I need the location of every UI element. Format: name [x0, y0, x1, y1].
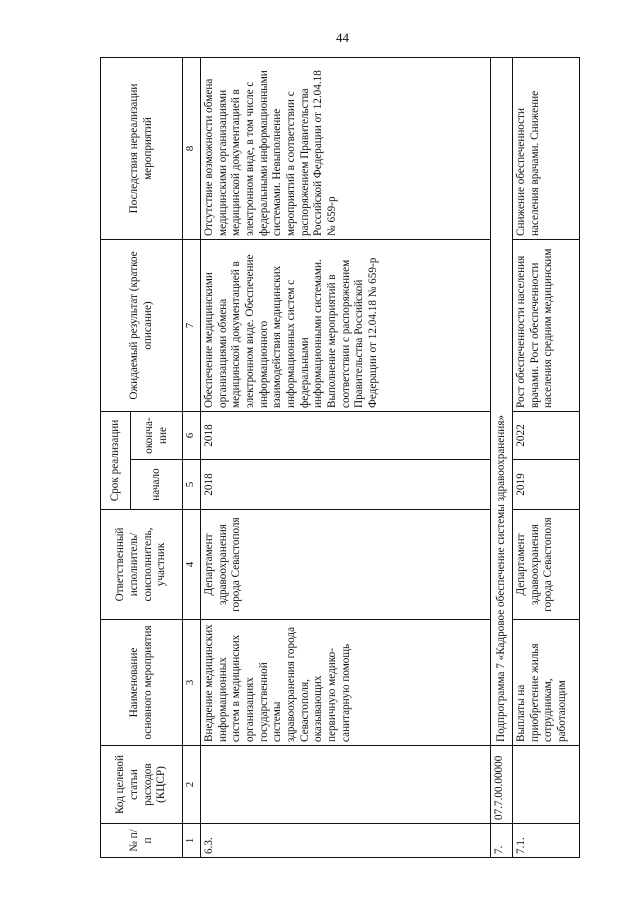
header-num: № п/п	[101, 824, 183, 858]
row-number: 7.1.	[513, 824, 580, 858]
column-number: 7	[183, 240, 201, 412]
row-code	[513, 746, 580, 824]
header-row	[101, 58, 131, 858]
column-number: 5	[183, 460, 201, 510]
column-number: 4	[183, 510, 201, 620]
rotated-table-wrapper	[100, 58, 580, 858]
column-number: 1	[183, 824, 201, 858]
row-start-year: 2018	[201, 460, 491, 510]
header-consequences: Последствия нереализации мероприятий	[101, 58, 183, 240]
measures-table	[100, 57, 580, 858]
header-end: оконча-ние	[131, 412, 183, 460]
row-consequences: Снижение обеспеченности населения врачами. Снижение	[513, 58, 580, 240]
row-responsible: Департамент здравоохранения города Севастополя	[201, 510, 491, 620]
header-result: Ожидаемый результат (краткое описание)	[101, 240, 183, 412]
row-expected-result: Обеспечение медицинскими организациями обмена медицинской документацией в электронном виде. Обеспечение информационного взаимодействия медицинских информационных систем с федеральными информационными системами. Выполнение мероприятий в соответствии с распоряжением Правительства Российской Федерации от 12.04.18 № 659-р	[201, 240, 491, 412]
table-row-6-3	[201, 58, 491, 858]
subprogram-title: Подпрограмма 7 «Кадровое обеспечение системы здравоохранения»	[491, 58, 513, 746]
table-row-7	[491, 58, 513, 858]
row-measure-name: Внедрение медицинских информационных систем в медицинских организациях государственной системы здравоохранения города Севастополя, оказывающих первичную медико-санитарную помощь	[201, 620, 491, 746]
column-number: 8	[183, 58, 201, 240]
page-number: 44	[336, 30, 349, 45]
row-start-year: 2019	[513, 460, 580, 510]
table-row-7-1	[513, 58, 580, 858]
header-name: Наименование основного мероприятия	[101, 620, 183, 746]
header-period: Срок реализации	[101, 412, 131, 510]
row-responsible: Департамент здравоохранения города Севастополя	[513, 510, 580, 620]
row-measure-name: Выплаты на приобретение жилья сотрудникам, работающим	[513, 620, 580, 746]
row-number: 6.3.	[201, 824, 491, 858]
column-number: 6	[183, 412, 201, 460]
row-end-year: 2022	[513, 412, 580, 460]
row-code	[201, 746, 491, 824]
column-number: 2	[183, 746, 201, 824]
column-number: 3	[183, 620, 201, 746]
row-number: 7.	[491, 824, 513, 858]
header-start: начало	[131, 460, 183, 510]
header-code: Код целевой статьи расходов (КЦСР)	[101, 746, 183, 824]
row-end-year: 2018	[201, 412, 491, 460]
column-number-row	[183, 58, 201, 858]
row-expected-result: Рост обеспеченности населения врачами. Рост обеспеченности населения средним медицинским	[513, 240, 580, 412]
row-consequences: Отсутствие возможности обмена медицинскими организациями медицинской документацией в электронном виде, в том числе с федеральными информационными системами. Невыполнение мероприятий в соответствии с распоряжением Правительства Российской Федерации от 12.04.18 № 659-р	[201, 58, 491, 240]
header-responsible: Ответственный исполнитель/ соисполнитель, участник	[101, 510, 183, 620]
row-code: 07.7.00.00000	[491, 746, 513, 824]
